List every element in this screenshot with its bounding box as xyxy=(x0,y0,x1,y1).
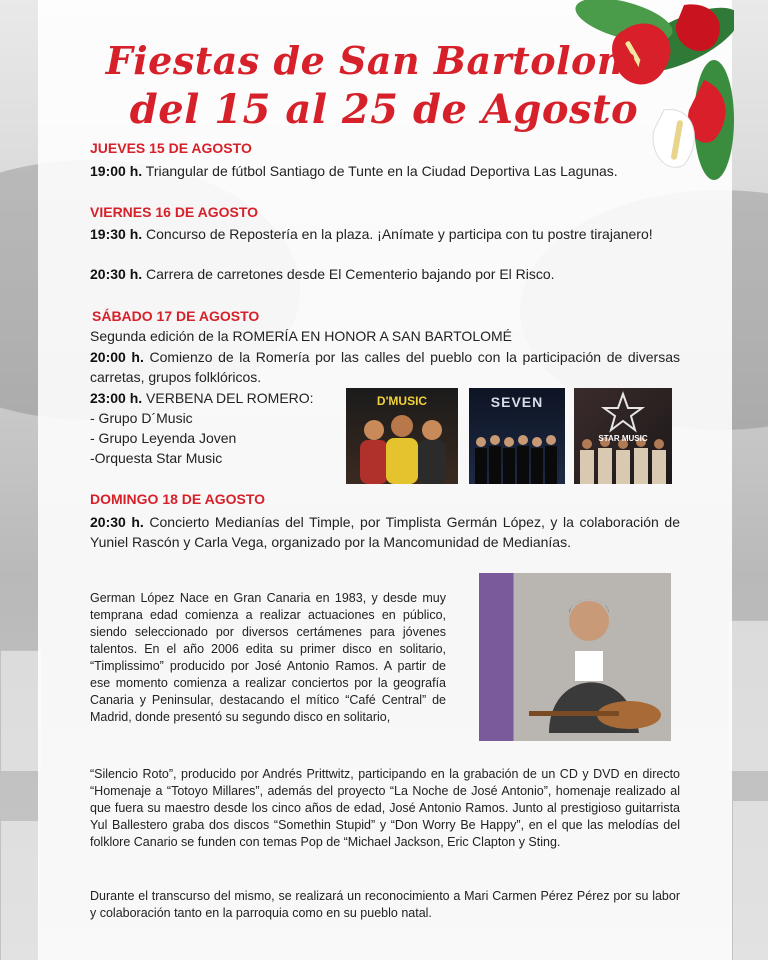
domingo-heading: DOMINGO 18 DE AGOSTO xyxy=(90,491,266,507)
jueves-text: Triangular de fútbol Santiago de Tunte en la Ciudad Deportiva Las Lagunas. xyxy=(145,163,618,179)
group-item: -Orquesta Star Music xyxy=(90,450,223,466)
jueves-item xyxy=(90,161,680,181)
bio-paragraph-1: German López Nace en Gran Canaria en 1983, y desde muy temprana edad comienza a realizar actuaciones en público, siendo seleccionado por diversos certámenes para jóvenes talentos. En el año 2006 edita su primer disco en solitario, “Timplissimo” producido por José Antonio Ramos. A partir de ese momento comienza a realizar conciertos por la geografía Canaria y Peninsular, destacando el mítico “Café Central” de Madrid, donde presentó su segundo disco en solitario, xyxy=(90,591,446,724)
sabado-text-1: Comienzo de la Romería por las calles del pueblo con la participación de diversas carretas, grupos folklóricos. xyxy=(90,349,681,385)
dmusic-photo-label: D'MUSIC xyxy=(376,394,428,408)
seven-photo-label: SEVEN xyxy=(490,394,544,410)
viernes-heading: VIERNES 16 DE AGOSTO xyxy=(90,204,259,220)
leyenda-joven-band-photo xyxy=(469,388,565,484)
jueves-time: 19:00 h. xyxy=(90,163,143,179)
star-music-photo-label: STAR MUSIC xyxy=(598,434,648,443)
sabado-intro: Segunda edición de la ROMERÍA EN HONOR A SAN BARTOLOMÉ xyxy=(90,328,512,344)
bio-paragraph-2: “Silencio Roto”, producido por Andrés Prittwitz, participando en la grabación de un CD y DVD en directo “Homenaje a “Totoyo Millares”, además del proyecto “La Noche de José Antonio”, homenaje realizado al que fuera su maestro desde los cinco años de edad, José Antonio Ramos. Junto al prestigioso guitarrista Yul Ballestero graba dos discos “Somethin Stupid” y “Don Worry Be Happy”, en el que las melodías del folklore Canario se funden con temas Pop de “Michael Jackson, Eric Clapton y Sting. xyxy=(90,767,680,849)
german-lopez-illustration xyxy=(479,573,671,741)
title-line-1: Fiestas de San Bartolomé xyxy=(105,38,663,83)
domingo-time: 20:30 h. xyxy=(90,514,144,530)
sabado-item-2 xyxy=(90,388,340,408)
sabado-text-2: VERBENA DEL ROMERO: xyxy=(146,390,314,406)
viernes-time-2: 20:30 h. xyxy=(90,266,143,282)
seven-people-illustration xyxy=(469,388,565,484)
domingo-text: Concierto Medianías del Timple, por Timplista Germán López, y la colaboración de Yuniel Rascón y Carla Vega, organizado por la Mancomunidad de Medianías. xyxy=(90,514,680,550)
jueves-heading: JUEVES 15 DE AGOSTO xyxy=(90,140,252,156)
title-line-2: del 15 al 25 de Agosto xyxy=(129,86,639,133)
dmusic-band-photo xyxy=(346,388,458,484)
german-lopez-photo xyxy=(479,573,671,741)
viernes-text-1: Concurso de Repostería en la plaza. ¡Anímate y participa con tu postre tirajanero! xyxy=(146,226,653,242)
viernes-item-1 xyxy=(90,224,680,244)
sabado-item-1 xyxy=(90,347,680,387)
group-item: - Grupo Leyenda Joven xyxy=(90,430,237,446)
viernes-time-1: 19:30 h. xyxy=(90,226,143,242)
closing-paragraph: Durante el transcurso del mismo, se realizará un reconocimiento a Mari Carmen Pérez Pérez por su labor y colaboración tanto en la parroquia como en su pueblo natal. xyxy=(90,889,680,920)
sabado-heading: SÁBADO 17 DE AGOSTO xyxy=(92,308,260,324)
sabado-time-1: 20:00 h. xyxy=(90,349,144,365)
dmusic-people-illustration xyxy=(346,388,458,484)
viernes-text-2: Carrera de carretones desde El Cementerio bajando por El Risco. xyxy=(146,266,555,282)
group-item: - Grupo D´Music xyxy=(90,410,193,426)
viernes-item-2 xyxy=(90,264,680,284)
domingo-item xyxy=(90,512,680,552)
sabado-time-2: 23:00 h. xyxy=(90,390,143,406)
star-music-band-photo xyxy=(574,388,672,484)
